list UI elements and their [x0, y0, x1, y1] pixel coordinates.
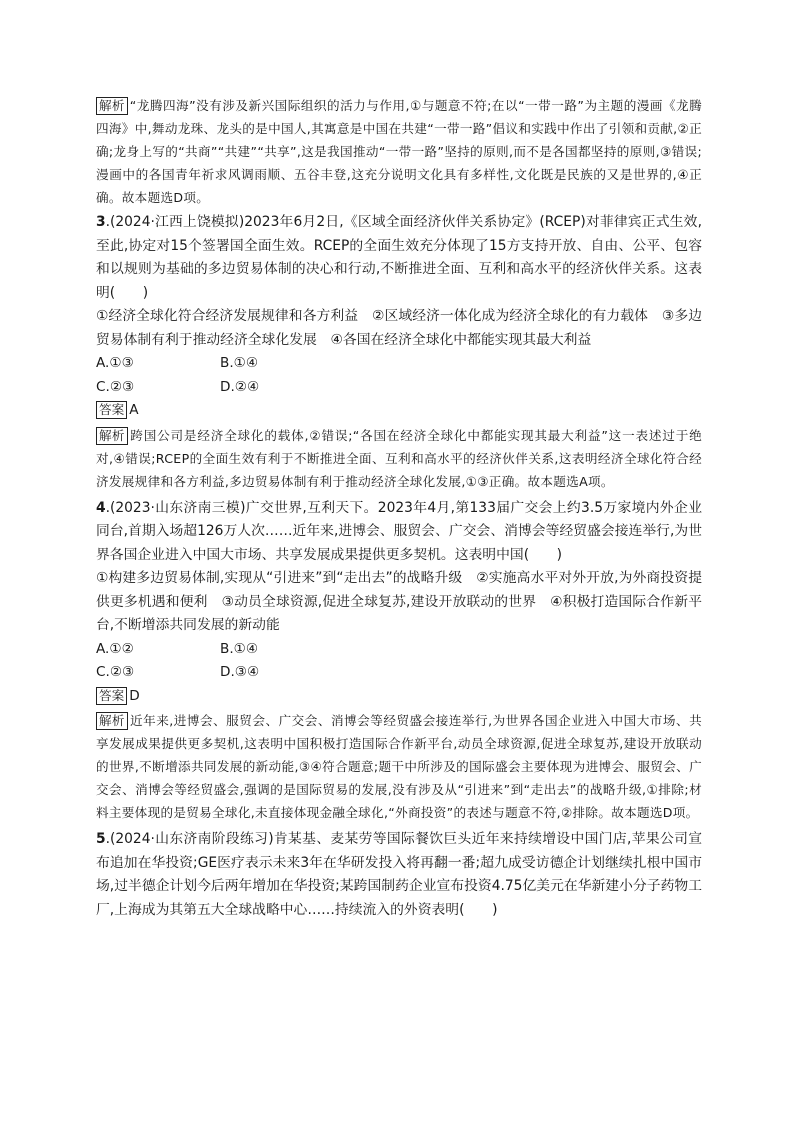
question-number: 5: [96, 831, 106, 847]
q2-analysis-text: “龙腾四海”没有涉及新兴国际组织的活力与作用,①与题意不符;在以“一带一路”为主题的漫画《龙腾四海》中,舞动龙珠、龙头的是中国人,其寓意是中国在共建“一带一路”倡议和实践中作出了引领和贡献,②正确;龙身上写的“共商”“共建”“共享”,这是我国推动“一带一路”坚持的原则,而不是各国都坚持的原则,③错误;漫画中的各国青年祈求风调雨顺、五谷丰登,这充分说明文化具有多样性,文化既是民族的又是世界的,④正确。故本题选D项。: [96, 98, 702, 205]
analysis-text: 跨国公司是经济全球化的载体,②错误;“各国在经济全球化中都能实现其最大利益”这一表述过于绝对,④错误;RCEP的全面生效有利于不断推进全面、互利和高水平的经济伙伴关系,这表明经济全球化符合经济发展规律和各方利益,多边贸易体制有利于推动经济全球化发展,①③正确。故本题选A项。: [96, 427, 702, 489]
option-b[interactable]: B.①④: [220, 640, 259, 657]
question-stem: 2023年6月2日,《区域全面经济伙伴关系协定》(RCEP)对菲律宾正式生效,至此,协定对15个签署国全面生效。RCEP的全面生效充分体现了15方支持开放、自由、公平、包容和以规则为基础的多边贸易体制的决心和行动,不断推进全面、互利和高水平的经济伙伴关系。这表明( ): [96, 214, 702, 301]
question-number: 4: [96, 499, 106, 516]
answer-tag: 答案: [96, 401, 127, 419]
question-source: .(2024·江西上饶模拟): [105, 214, 245, 230]
answer-value: D: [129, 687, 140, 704]
analysis-tag: 解析: [96, 427, 128, 445]
option-a[interactable]: A.①③: [96, 355, 134, 371]
question-5: [96, 828, 702, 922]
option-a[interactable]: A.①②: [96, 640, 134, 657]
q2-analysis: [96, 94, 702, 209]
question-4-options-row-1: [96, 638, 702, 662]
option-d[interactable]: D.③④: [220, 664, 260, 680]
question-stem: 广交世界,互利天下。2023年4月,第133届广交会上约3.5万家境内外企业同台,首期入场超126万人次……近年来,进博会、服贸会、广交会、消博会等经贸盛会接连举行,为世界各国企业进入中国大市场、共享发展成果提供更多契机。这表明中国( ): [96, 499, 702, 563]
option-d[interactable]: D.②④: [220, 378, 260, 395]
document-page: [96, 94, 702, 922]
analysis-text: 近年来,进博会、服贸会、广交会、消博会等经贸盛会接连举行,为世界各国企业进入中国大市场、共享发展成果提供更多契机,这表明中国积极打造国际合作新平台,动员全球资源,促进全球复苏,建设开放联动的世界,不断增添共同发展的新动能,③④符合题意;题干中所涉及的国际盛会主要体现为进博会、服贸会、广交会、消博会等经贸盛会,强调的是国际贸易的发展,没有涉及从“引进来”到“走出去”的战略升级,①排除;材料主要体现的是贸易全球化,未直接体现金融全球化,“外商投资”的表述与题意不符,②排除。故本题选D项。: [96, 713, 702, 820]
question-4: [96, 497, 702, 568]
question-stem: 肯某基、麦某劳等国际餐饮巨头近年来持续增设中国门店,苹果公司宣布追加在华投资;GE医疗表示未来3年在华研发投入将再翻一番;超九成受访德企计划继续扎根中国市场,过半德企计划今后两年增加在华投资;某跨国制药企业宣布投资4.75亿美元在华新建小分子药物工厂,上海成为其第五大全球战略中心……持续流入的外资表明( ): [96, 831, 702, 918]
option-c[interactable]: C.②③: [96, 664, 135, 680]
question-3-options-row-1: [96, 352, 702, 376]
question-3-options-row-2: [96, 376, 702, 400]
question-source: .(2024·山东济南阶段练习): [105, 831, 274, 847]
analysis-tag: 解析: [96, 712, 128, 730]
question-number: 3: [96, 214, 106, 230]
question-4-answer: [96, 685, 702, 709]
option-c[interactable]: C.②③: [96, 378, 135, 395]
answer-tag: 答案: [96, 687, 127, 705]
question-source: .(2023·山东济南三模): [105, 499, 246, 516]
question-3-statements: ①经济全球化符合经济发展规律和各方利益 ②区域经济一体化成为经济全球化的有力载体 ③多边贸易体制有利于推动经济全球化发展 ④各国在经济全球化中都能实现其最大利益: [96, 308, 702, 348]
question-4-statements: ①构建多边贸易体制,实现从“引进来”到“走出去”的战略升级 ②实施高水平对外开放,为外商投资提供更多机遇和便利 ③动员全球资源,促进全球复苏,建设开放联动的世界 ④积极打造国际合作新平台,不断增添共同发展的新动能: [96, 570, 702, 633]
question-3-answer: [96, 399, 702, 423]
answer-value: A: [129, 402, 139, 418]
question-4-options-row-2: [96, 661, 702, 685]
question-3-analysis: [96, 424, 702, 493]
question-4-analysis: [96, 709, 702, 824]
analysis-tag: 解析: [96, 97, 128, 115]
option-b[interactable]: B.①④: [220, 355, 259, 371]
question-3: [96, 211, 702, 305]
